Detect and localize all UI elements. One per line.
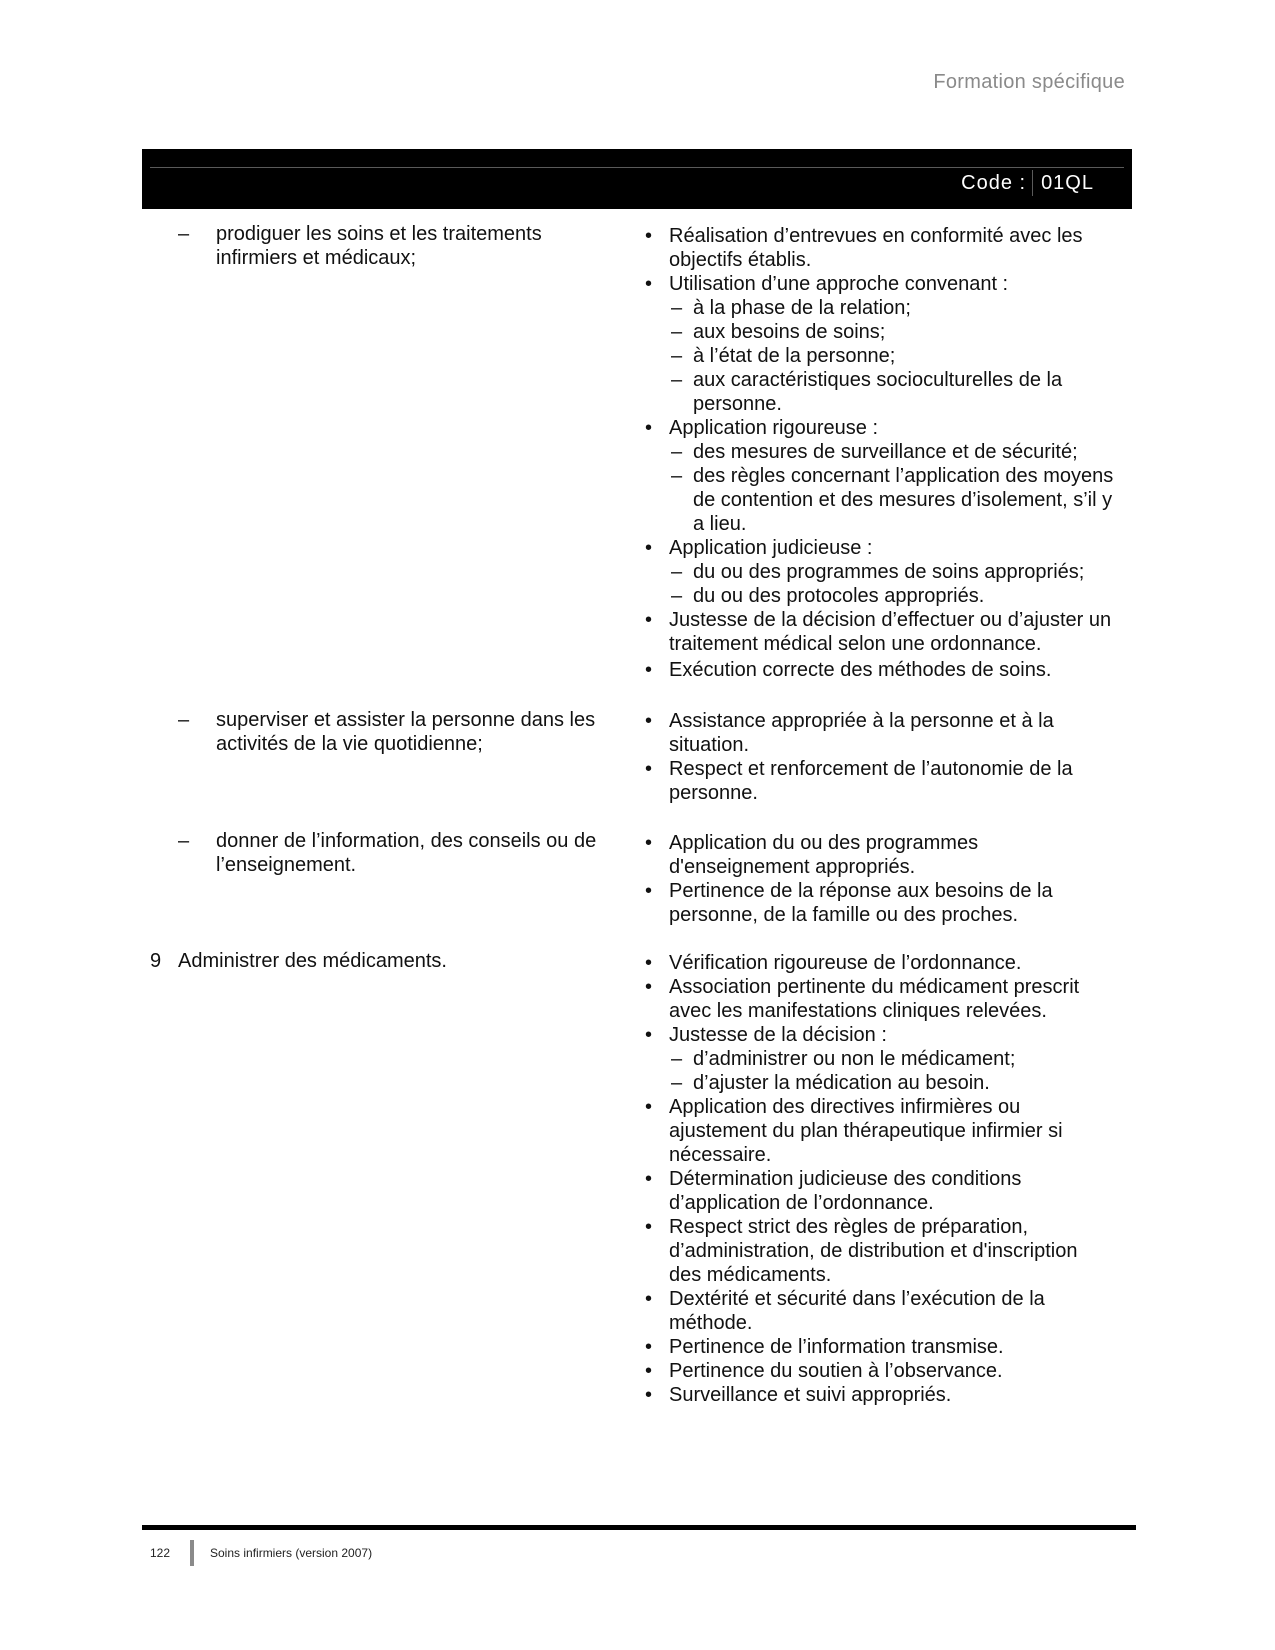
code-bar-rule [150,167,1124,168]
criterion-item: • Justesse de la décision : – d’administrer ou non le médicament; – d’ajuster la médication au besoin. [645,1023,1115,1095]
element-text: donner de l’information, des conseils ou de l’enseignement. [216,830,597,876]
code-separator [1032,170,1033,196]
sub-item: – à l’état de la personne; [669,344,1115,368]
criterion-item: • Pertinence de l’information transmise. [645,1335,1115,1359]
element-text: prodiguer les soins et les traitements infirmiers et médicaux; [216,223,542,269]
code-bar [142,149,1132,209]
sub-list [669,296,1115,416]
criterion-item: • Application des directives infirmières ou ajustement du plan thérapeutique infirmier si nécessaire. [645,1095,1115,1167]
criterion-item: • Surveillance et suivi appropriés. [645,1383,1115,1407]
criteria-list [645,224,1115,682]
sub-list [669,440,1115,536]
criteria-list [645,709,1115,805]
page-footer [150,1540,372,1566]
criterion-item: • Association pertinente du médicament prescrit avec les manifestations cliniques relevées. [645,975,1115,1023]
competency-number: 9 [150,950,162,972]
sub-item: – des mesures de surveillance et de sécurité; [669,440,1115,464]
sub-item: – d’ajuster la médication au besoin. [669,1071,1115,1095]
sub-list [669,1047,1115,1095]
dash-marker: – [178,223,190,245]
code-block [961,170,1094,196]
criterion-item: • Pertinence de la réponse aux besoins de la personne, de la famille ou des proches. [645,879,1115,927]
criterion-item: • Application rigoureuse : – des mesures de surveillance et de sécurité; – des règles concernant l’application des moyens de contention et des mesures d’isolement, s’il y a lieu. [645,416,1115,536]
criterion-item: • Justesse de la décision d’effectuer ou d’ajuster un traitement médical selon une ordonnance. [645,608,1115,656]
footer-separator [190,1540,194,1566]
sub-item: – aux caractéristiques socioculturelles de la personne. [669,368,1115,416]
criterion-item: • Réalisation d’entrevues en conformité avec les objectifs établis. [645,224,1115,272]
criterion-item: • Dextérité et sécurité dans l’exécution de la méthode. [645,1287,1115,1335]
criterion-item: • Assistance appropriée à la personne et à la situation. [645,709,1115,757]
sub-item: – des règles concernant l’application des moyens de contention et des mesures d’isolement, s’il y a lieu. [669,464,1115,536]
page-number: 122 [150,1546,171,1560]
footer-rule [142,1525,1136,1530]
element-text: superviser et assister la personne dans les activités de la vie quotidienne; [216,709,596,755]
dash-marker: – [178,830,190,852]
code-label: Code : [961,171,1027,194]
sub-list [669,560,1115,608]
competency-text: Administrer des médicaments. [178,950,447,972]
dash-marker: – [178,709,190,731]
sub-item: – du ou des protocoles appropriés. [669,584,1115,608]
criteria-list [645,951,1115,1407]
criterion-item: • Vérification rigoureuse de l’ordonnance. [645,951,1115,975]
page-header-section: Formation spécifique [933,71,1125,93]
criterion-item: • Application du ou des programmes d'enseignement appropriés. [645,831,1115,879]
sub-item: – du ou des programmes de soins appropriés; [669,560,1115,584]
footer-title: Soins infirmiers (version 2007) [210,1546,373,1560]
criterion-item: • Détermination judicieuse des conditions d’application de l’ordonnance. [645,1167,1115,1215]
criterion-item: • Pertinence du soutien à l’observance. [645,1359,1115,1383]
criterion-item: • Respect strict des règles de préparation, d’administration, de distribution et d'inscription des médicaments. [645,1215,1115,1287]
sub-item: – à la phase de la relation; [669,296,1115,320]
criterion-item: • Exécution correcte des méthodes de soins. [645,658,1115,682]
code-value: 01QL [1041,171,1094,194]
criterion-item: • Application judicieuse : – du ou des programmes de soins appropriés; – du ou des protocoles appropriés. [645,536,1115,608]
criterion-item: • Utilisation d’une approche convenant : – à la phase de la relation; – aux besoins de soins; – à l’état de la personne; – aux caractéristiques socioculturelles de la personne. [645,272,1115,416]
sub-item: – aux besoins de soins; [669,320,1115,344]
sub-item: – d’administrer ou non le médicament; [669,1047,1115,1071]
criteria-list [645,831,1115,927]
criterion-item: • Respect et renforcement de l’autonomie de la personne. [645,757,1115,805]
